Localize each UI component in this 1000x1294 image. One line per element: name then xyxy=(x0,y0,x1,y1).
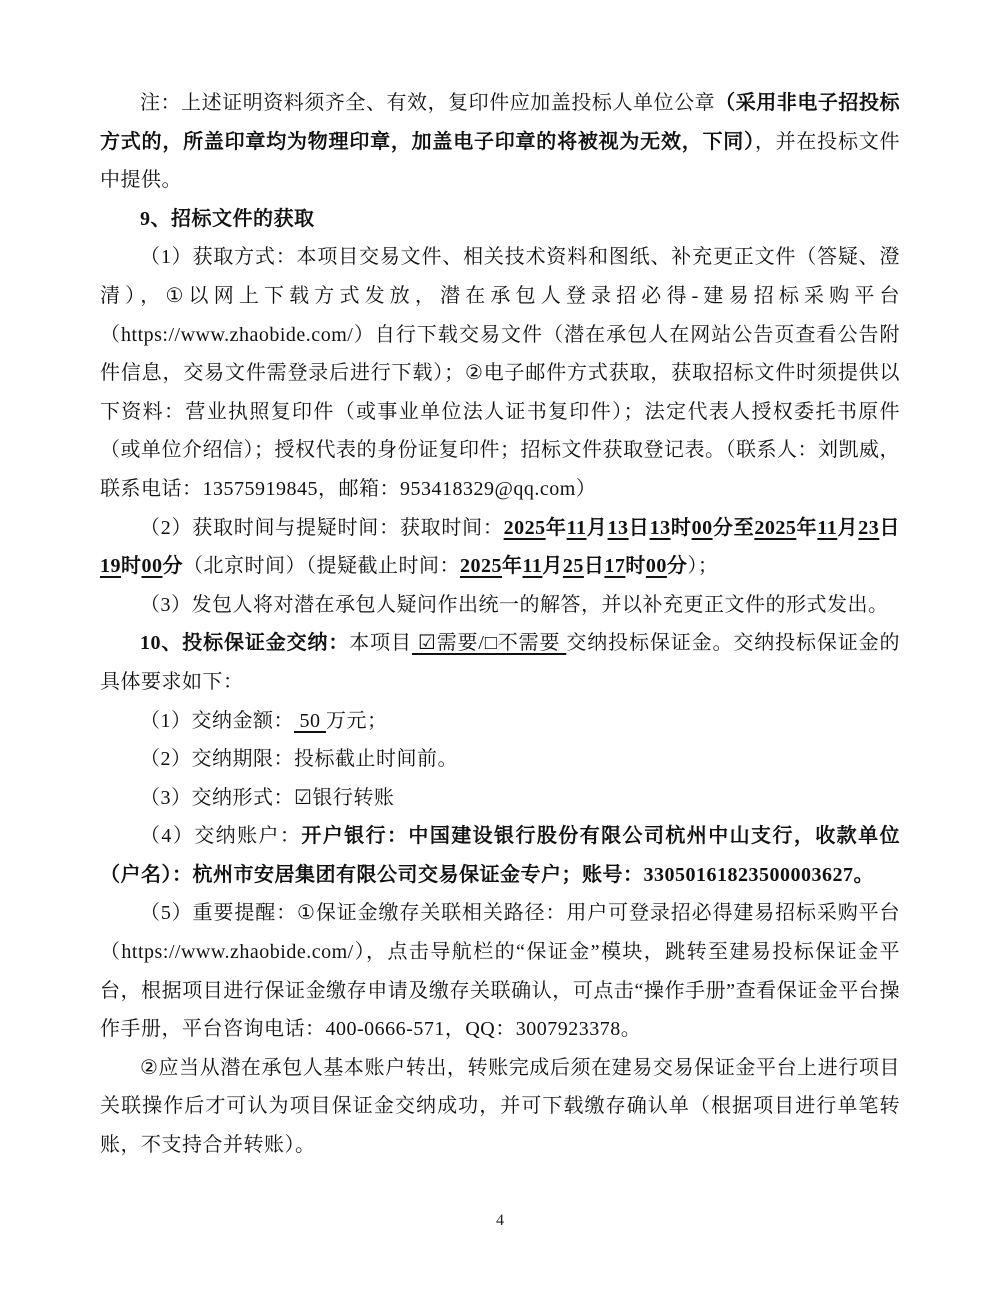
bold-underlined-text-run: 11 xyxy=(566,516,587,539)
bold-underlined-text-run: 00 xyxy=(645,555,667,578)
bold-text-run: 年 xyxy=(502,555,523,578)
text-run: ②应当从潜在承包人基本账户转出，转账完成后须在建易交易保证金平台上进行项目关联操作后才可认为项目保证金交纳成功，并可下载缴存确认单（根据项目进行单笔转账，不支持合并转账）。 xyxy=(100,1056,900,1157)
bold-underlined-text-run: 19 xyxy=(100,555,121,578)
text-run: ，并在投标文件中提供。 xyxy=(100,130,901,192)
text-run: （5）重要提醒：①保证金缴存关联相关路径：用户可登录招必得建易招标采购平台（https://www.zhaobide.com/），点击导航栏的“保证金”模块，跳转至建易投标保证金平台，根据项目进行保证金缴存申请及缴存关联确认，可点击“操作手册”查看保证金平台操作手册，平台咨询电话：400-0666-571，QQ：3007923378。 xyxy=(100,902,900,1041)
text-run: （3）发包人将对潜在承包人疑问作出统一的解答，并以补充更正文件的形式发出。 xyxy=(140,593,889,616)
paragraph-heading-9 xyxy=(100,200,900,239)
bold-text-run: 10、投标保证金交纳： xyxy=(140,632,350,655)
paragraph-p10-5 xyxy=(100,894,900,1048)
bold-text-run: 时 xyxy=(625,555,646,578)
paragraph-p10-6 xyxy=(100,1049,900,1165)
bold-underlined-text-run: 00 xyxy=(141,555,163,578)
paragraph-p10-1 xyxy=(100,702,900,741)
text-run: （3）交纳形式：☑银行转账 xyxy=(140,786,395,809)
underlined-text-run: 50 xyxy=(294,709,326,732)
bold-text-run: 月 xyxy=(837,516,859,539)
bold-underlined-text-run: 11 xyxy=(522,555,543,578)
paragraph-heading-10 xyxy=(100,624,900,701)
page-number: 4 xyxy=(496,1212,504,1229)
text-run: （北京时间）（提疑截止时间： xyxy=(183,555,460,578)
text-run: （1）获取方式：本项目交易文件、相关技术资料和图纸、补充更正文件（答疑、澄清），①以网上下载方式发放，潜在承包人登录招必得-建易招标采购平台（https://www.zhaobide.com/）自行下载交易文件（潜在承包人在网站公告页查看公告附件信息，交易文件需登录后进行下载）；②电子邮件方式获取，获取招标文件时须提供以下资料：营业执照复印件（或事业单位法人证书复印件）；法定代表人授权委托书原件（或单位介绍信）；授权代表的身份证复印件；招标文件获取登记表。（联系人：刘凯威，联系电话：13575919845，邮箱：953418329@qq.com） xyxy=(100,246,900,500)
text-run: ）； xyxy=(687,555,719,578)
paragraph-p10-3 xyxy=(100,779,900,818)
text-run: 万元； xyxy=(326,709,388,732)
bold-underlined-text-run: 13 xyxy=(607,516,629,539)
bold-text-run: 年 xyxy=(796,516,818,539)
bold-underlined-text-run: 17 xyxy=(604,555,626,578)
paragraph-p10-4 xyxy=(100,817,900,894)
bold-text-run: 分 xyxy=(162,555,183,578)
bold-underlined-text-run: 2025 xyxy=(754,516,797,539)
bold-underlined-text-run: 11 xyxy=(817,516,838,539)
text-run: （2）获取时间与提疑时间：获取时间： xyxy=(140,516,504,539)
text-run: （1）交纳金额： xyxy=(140,709,294,732)
bold-underlined-text-run: 00 xyxy=(691,516,713,539)
bold-text-run: 月 xyxy=(586,516,608,539)
paragraph-p9-2 xyxy=(100,509,900,586)
text-run: （2）交纳期限：投标截止时间前。 xyxy=(140,748,458,771)
paragraph-note xyxy=(100,84,900,200)
bold-text-run: 月 xyxy=(542,555,563,578)
paragraph-p10-2 xyxy=(100,740,900,779)
paragraph-p9-3 xyxy=(100,586,900,625)
bold-underlined-text-run: 2025 xyxy=(503,516,546,539)
bold-underlined-text-run: 23 xyxy=(858,516,880,539)
bold-text-run: （采用非电子招投标方式的，所盖印章均为物理印章，加盖电子印章的将被视为无效，下同） xyxy=(100,92,901,153)
bold-underlined-text-run: 25 xyxy=(562,555,584,578)
text-run: 注：上述证明资料须齐全、有效，复印件应加盖投标人单位公章 xyxy=(140,92,716,114)
text-run: （4）交纳账户： xyxy=(140,825,302,848)
bold-text-run: 日 xyxy=(628,516,650,539)
bold-text-run: 9、招标文件的获取 xyxy=(140,207,315,230)
bold-text-run: 时 xyxy=(670,516,692,539)
bold-underlined-text-run: 13 xyxy=(649,516,671,539)
paragraph-p9-1 xyxy=(100,238,900,508)
document-body xyxy=(100,84,900,1165)
bold-text-run: 时 xyxy=(121,555,142,578)
text-run: 交纳投标保证金。交纳投标保证金的具体要求如下： xyxy=(100,632,901,693)
bold-text-run: 分至 xyxy=(712,516,755,539)
bold-text-run: 分 xyxy=(666,555,688,578)
bold-text-run: 日 xyxy=(879,516,901,539)
text-run: 本项目 xyxy=(349,632,412,655)
bold-text-run: 年 xyxy=(545,516,567,539)
underlined-text-run: ☑需要/□不需要 xyxy=(411,632,567,655)
bold-text-run: 开户银行：中国建设银行股份有限公司杭州中山支行，收款单位（户名）：杭州市安居集团有限公司交易保证金专户；账号：33050161823500003627。 xyxy=(100,825,901,886)
bold-underlined-text-run: 2025 xyxy=(460,555,502,578)
bold-text-run: 日 xyxy=(583,555,605,578)
